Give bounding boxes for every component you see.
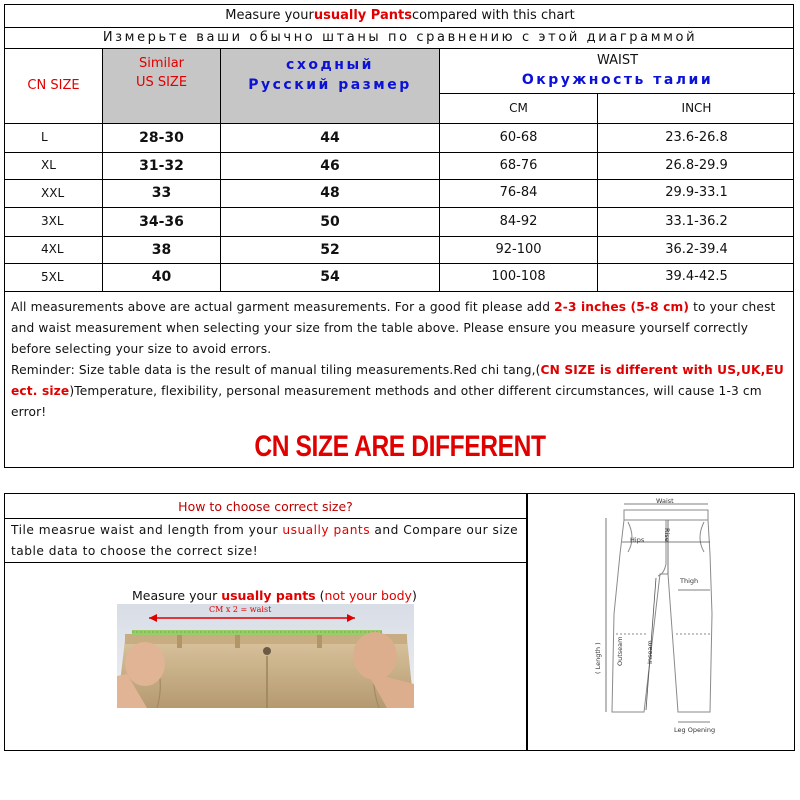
caption-text-a: Measure your <box>132 588 222 603</box>
notes-p2-highlight: CN SIZE is different with US,UK,EU ect. size <box>11 363 784 398</box>
header-us-size <box>103 49 220 123</box>
cell-us-size: 38 <box>151 241 172 258</box>
how-to-title: How to choose correct size? <box>178 498 353 514</box>
notes-p1-highlight: 2-3 inches (5-8 cm) <box>554 300 690 314</box>
label-leg-opening: Leg Opening <box>674 726 716 734</box>
cell-waist-cm: 84-92 <box>499 213 538 229</box>
chart-title-russian: Измерьте ваши обычно штаны по сравнению с этой диаграммой <box>102 29 698 45</box>
header-waist-label: WAIST <box>596 52 639 68</box>
notes-p1-text-a: All measurements above are actual garment measurements. For a good fit please add <box>11 300 555 314</box>
chart-title-highlight: usually Pants <box>313 7 412 23</box>
cell-us-size: 31-32 <box>139 157 184 174</box>
cell-cn-size: 3XL <box>41 214 64 229</box>
cell-waist-inch: 29.9-33.1 <box>665 185 728 201</box>
measurement-notes <box>11 297 791 423</box>
measuring-pants-illustration <box>117 604 414 708</box>
header-waist-russian: Окружность талии <box>521 71 714 88</box>
cell-cn-size: XL <box>41 158 56 173</box>
cell-waist-cm: 100-108 <box>491 269 546 285</box>
label-waist: Waist <box>656 497 674 505</box>
how-to-text-b: and Compare our size table data to choose the correct size! <box>11 523 519 558</box>
header-us-line2: US SIZE <box>135 74 188 90</box>
cell-cn-size: 4XL <box>41 242 64 257</box>
header-russian-size <box>221 49 439 123</box>
measure-caption <box>132 588 417 603</box>
cell-waist-cm: 76-84 <box>499 185 538 201</box>
cell-us-size: 28-30 <box>139 129 184 146</box>
cell-us-size: 33 <box>151 185 172 202</box>
header-ru-line2: Русский размер <box>248 77 412 94</box>
label-length: ( Length ) <box>594 642 602 674</box>
cn-size-warning: CN SIZE ARE DIFFERENT <box>254 430 546 463</box>
cell-us-size: 34-36 <box>139 213 184 230</box>
cell-waist-inch: 26.8-29.9 <box>665 157 728 173</box>
header-inch: INCH <box>681 100 712 115</box>
cell-ru-size: 48 <box>320 185 340 202</box>
notes-p2-text-b: )Temperature, flexibility, personal measurement methods and other different circumstances, will cause 1-3 cm error! <box>11 384 762 419</box>
cell-ru-size: 54 <box>320 269 340 286</box>
cell-waist-inch: 36.2-39.4 <box>665 241 728 257</box>
pants-outline-illustration <box>528 494 796 752</box>
header-waist <box>440 49 795 93</box>
notes-paragraph-2 <box>11 360 791 423</box>
cell-waist-inch: 23.6-26.8 <box>665 129 728 145</box>
caption-text-c: ) <box>411 588 417 603</box>
chart-title-pre: Measure your <box>225 7 314 23</box>
cell-ru-size: 52 <box>320 241 340 258</box>
cell-us-size: 40 <box>151 269 172 286</box>
how-to-text-highlight: usually pants <box>282 523 371 537</box>
notes-paragraph-1 <box>11 297 791 360</box>
header-cm: CM <box>509 100 528 115</box>
cell-cn-size: 5XL <box>41 269 64 284</box>
measuring-pants-photo <box>117 604 414 708</box>
cell-waist-cm: 68-76 <box>499 157 538 173</box>
cell-waist-cm: 92-100 <box>495 241 542 257</box>
header-cn-size: CN SIZE <box>27 77 80 93</box>
label-hips: Hips <box>630 536 645 544</box>
caption-text-b: ( <box>315 588 325 603</box>
cell-cn-size: XXL <box>41 185 65 200</box>
caption-highlight-2: not your body <box>324 588 412 603</box>
cell-waist-inch: 39.4-42.5 <box>665 269 728 285</box>
chart-title <box>5 5 795 27</box>
pants-measurement-diagram <box>527 493 795 751</box>
cell-waist-inch: 33.1-36.2 <box>665 213 728 229</box>
caption-highlight: usually pants <box>221 588 316 603</box>
how-to-instructions <box>11 520 521 562</box>
label-rise: Rise <box>663 528 671 542</box>
notes-p1-text-b: to your chest and waist measurement when selecting your size from the table above. Please ensure you measure yourself correctly before selecting your size to avoid errors. <box>11 300 776 356</box>
header-ru-line1: сходный <box>286 57 374 73</box>
how-to-text-a: Tile measrue waist and length from your <box>11 523 283 537</box>
photo-waist-formula: CM x 2 = waist <box>209 605 272 614</box>
cell-ru-size: 46 <box>320 157 340 174</box>
label-outseam: Outseam <box>616 636 624 666</box>
cell-waist-cm: 60-68 <box>499 129 538 145</box>
cell-cn-size: L <box>41 130 48 145</box>
label-inseam: Inseam <box>646 640 654 664</box>
size-chart-table <box>4 4 794 468</box>
label-thigh: Thigh <box>680 577 699 585</box>
chart-title-post: compared with this chart <box>411 7 575 23</box>
cell-ru-size: 50 <box>320 213 340 230</box>
header-us-line1: Similar <box>138 56 185 71</box>
notes-p2-text-a: Reminder: Size table data is the result of manual tiling measurements.Red chi tang,( <box>11 363 541 377</box>
cell-ru-size: 44 <box>320 129 340 146</box>
